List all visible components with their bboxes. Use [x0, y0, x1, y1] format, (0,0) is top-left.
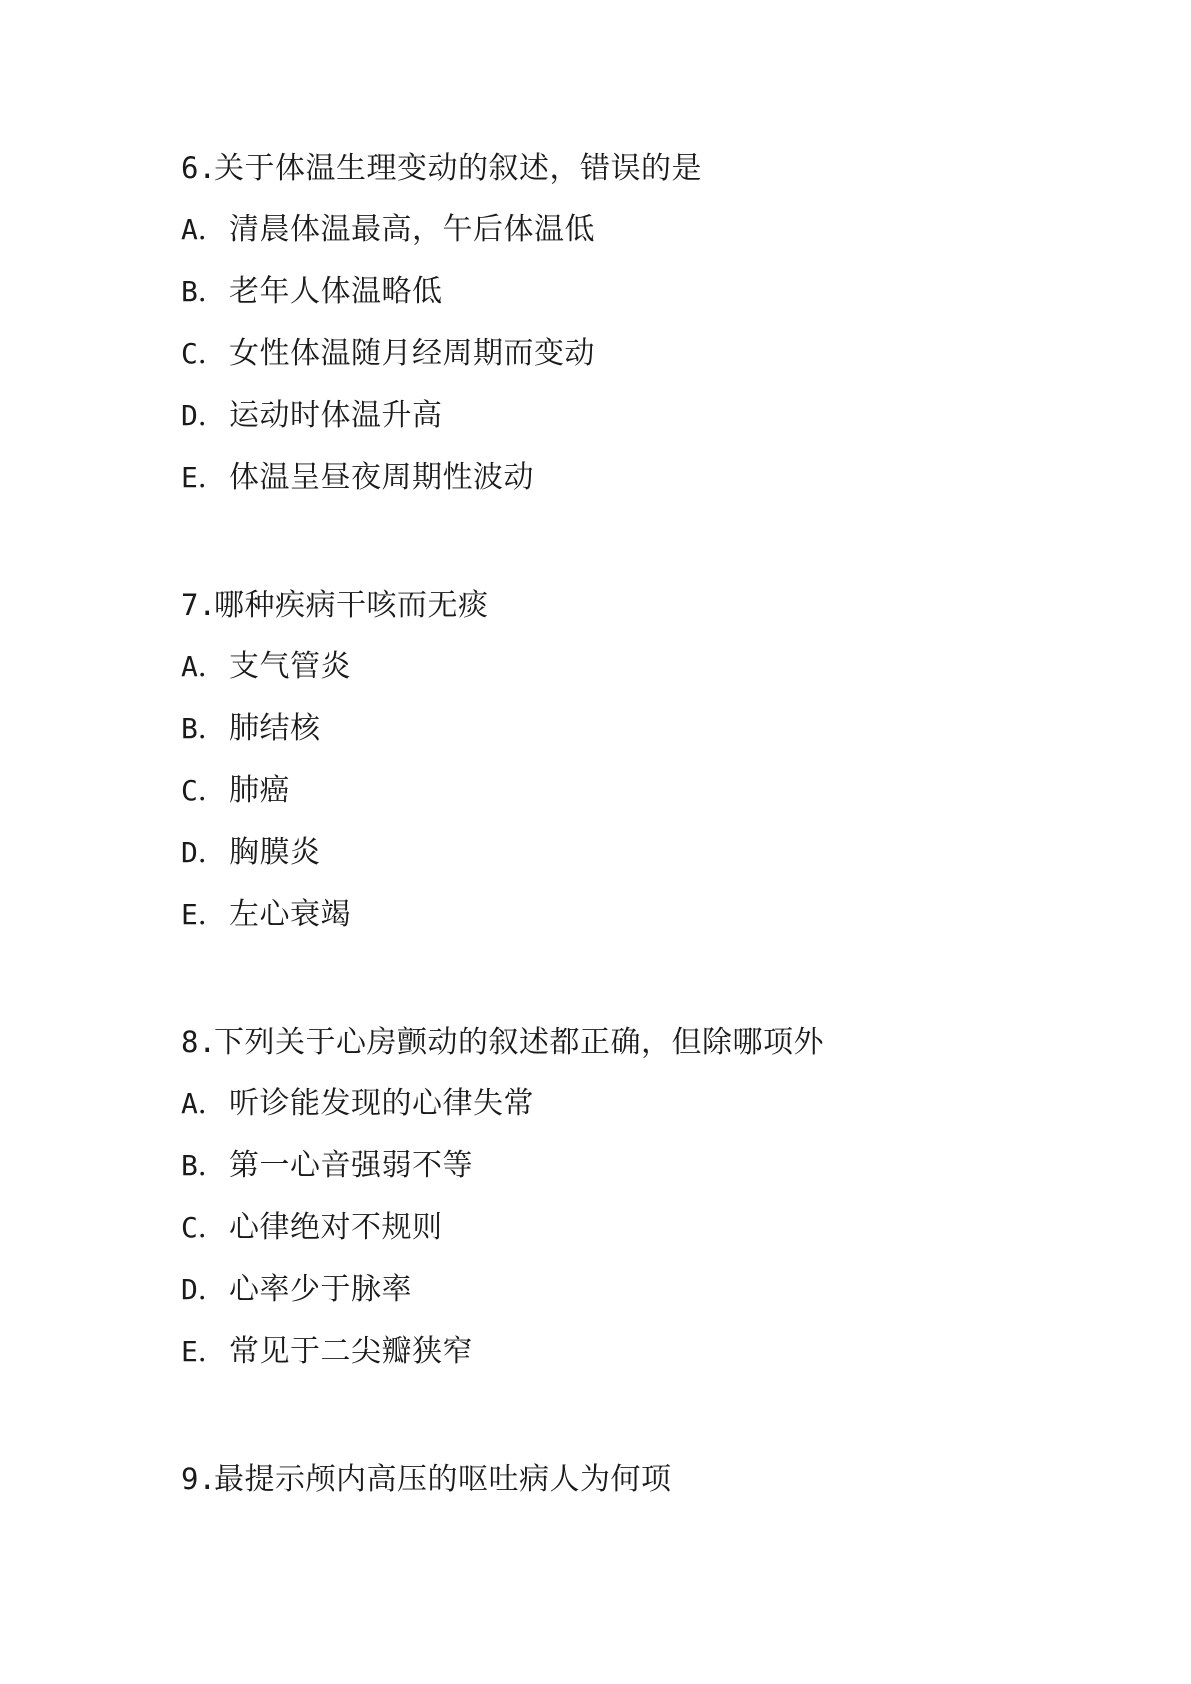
option-letter: B． [181, 1149, 226, 1182]
option-text: 左心衰竭 [229, 897, 351, 932]
option-d [181, 822, 1141, 884]
option-d [181, 1259, 1141, 1321]
option-letter: A． [181, 650, 226, 683]
option-e [181, 884, 1141, 946]
option-b [181, 698, 1141, 760]
option-letter: B． [181, 275, 226, 308]
question-7 [181, 574, 1141, 946]
question-stem [181, 574, 1141, 636]
option-b [181, 1135, 1141, 1197]
option-e [181, 1321, 1141, 1383]
option-letter: D． [181, 1273, 226, 1306]
option-text: 运动时体温升高 [229, 398, 443, 433]
option-letter: C． [181, 1211, 226, 1244]
question-text: 下列关于心房颤动的叙述都正确，但除哪项外 [214, 1025, 824, 1060]
option-text: 常见于二尖瓣狭窄 [229, 1334, 473, 1369]
option-text: 肺结核 [229, 711, 321, 746]
option-text: 胸膜炎 [229, 835, 321, 870]
option-c [181, 760, 1141, 822]
option-c [181, 323, 1141, 385]
option-text: 体温呈昼夜周期性波动 [229, 460, 534, 495]
option-letter: E． [181, 461, 226, 494]
option-e [181, 447, 1141, 509]
option-text: 心律绝对不规则 [229, 1210, 443, 1245]
option-letter: C． [181, 337, 226, 370]
option-text: 心率少于脉率 [229, 1272, 412, 1307]
question-stem [181, 137, 1141, 199]
option-text: 肺癌 [229, 773, 290, 808]
question-text: 关于体温生理变动的叙述，错误的是 [214, 151, 702, 186]
question-text: 哪种疾病干咳而无痰 [214, 588, 489, 623]
option-text: 清晨体温最高，午后体温低 [229, 212, 595, 247]
option-letter: A． [181, 213, 226, 246]
option-a [181, 636, 1141, 698]
question-number: 6. [181, 151, 216, 185]
option-text: 听诊能发现的心律失常 [229, 1086, 534, 1121]
option-letter: A． [181, 1087, 226, 1120]
question-8 [181, 1011, 1141, 1383]
option-a [181, 1073, 1141, 1135]
option-c [181, 1197, 1141, 1259]
option-letter: E． [181, 898, 226, 931]
option-letter: C． [181, 774, 226, 807]
option-text: 女性体温随月经周期而变动 [229, 336, 595, 371]
question-number: 8. [181, 1025, 216, 1059]
question-9 [181, 1448, 1141, 1510]
option-text: 支气管炎 [229, 649, 351, 684]
option-a [181, 199, 1141, 261]
option-text: 第一心音强弱不等 [229, 1148, 473, 1183]
question-number: 9. [181, 1462, 216, 1496]
option-letter: D． [181, 836, 226, 869]
option-letter: E． [181, 1335, 226, 1368]
question-text: 最提示颅内高压的呕吐病人为何项 [214, 1462, 672, 1497]
option-letter: B． [181, 712, 226, 745]
question-6 [181, 137, 1141, 509]
question-number: 7. [181, 588, 216, 622]
question-stem [181, 1448, 1141, 1510]
question-stem [181, 1011, 1141, 1073]
option-text: 老年人体温略低 [229, 274, 443, 309]
option-d [181, 385, 1141, 447]
option-letter: D． [181, 399, 226, 432]
option-b [181, 261, 1141, 323]
